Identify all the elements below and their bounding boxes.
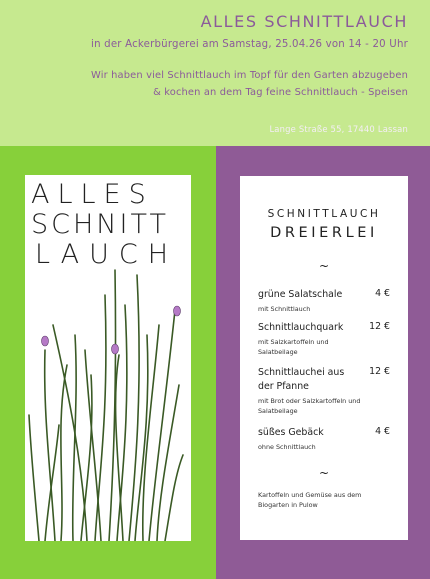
menu-item-note: ohne Schnittlauch (258, 443, 316, 451)
menu-item-note: mit Schnittlauch (258, 305, 311, 313)
menu-item-note: mit Brot oder Salzkartoffeln und Salatbeilage (258, 397, 361, 415)
address-text: Lange Straße 55, 17440 Lassan (269, 124, 408, 134)
menu-item-price: 4 € (375, 288, 390, 299)
menu-item-name: Schnittlauchquark (258, 322, 344, 333)
menu-divider: ~ (318, 259, 330, 273)
event-dateline: in der Ackerbürgerei am Samstag, 25.04.26 von 14 - 20 Uhr (91, 39, 408, 50)
menu-item-name: süßes Gebäck (258, 427, 324, 438)
description-line-2: & kochen an dem Tag feine Schnittlauch - Speisen (153, 87, 408, 98)
menu-footnote: Kartoffeln und Gemüse aus dem Biogarten in Pulow (258, 491, 362, 509)
menu-card (240, 176, 408, 540)
menu-divider-bottom: ~ (318, 466, 330, 480)
poster-line-1: ALLES (31, 179, 154, 210)
chives-poster (25, 175, 191, 541)
menu-item-price: 12 € (369, 366, 390, 377)
page-title: ALLES SCHNITTLAUCH (200, 12, 408, 31)
menu-item-name: Schnittlauchei aus der Pfanne (258, 367, 345, 392)
menu-title: DREIERLEI (270, 225, 378, 241)
menu-item-name: grüne Salatschale (258, 289, 343, 300)
menu-item-price: 4 € (375, 426, 390, 437)
menu-item-price: 12 € (369, 321, 390, 332)
poster-line-3: LAUCH (35, 239, 179, 270)
menu-caption: SCHNITTLAUCH (267, 208, 381, 220)
description-line-1: Wir haben viel Schnittlauch im Topf für den Garten abzugeben (91, 70, 408, 81)
menu-item-note: mit Salzkartoffeln und Salatbeilage (258, 338, 329, 356)
poster-line-2: SCHNITT (31, 209, 169, 240)
